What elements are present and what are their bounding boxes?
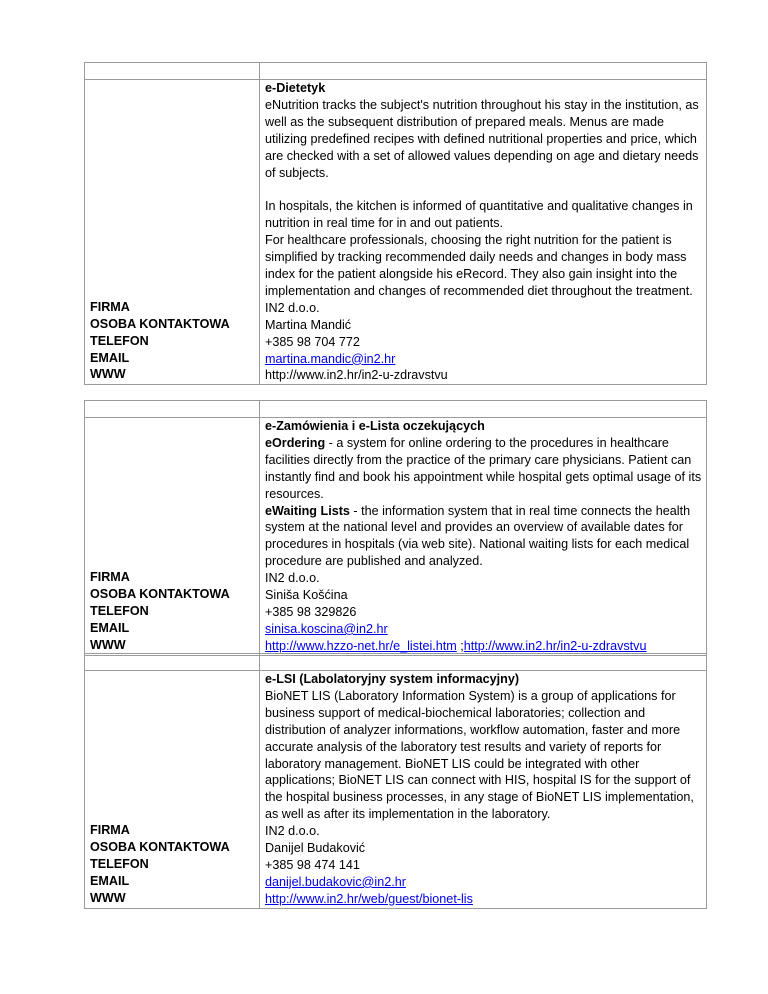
labels-cell [85, 671, 260, 909]
label-www: WWW [90, 890, 126, 905]
www-link[interactable]: http://www.in2.hr/web/guest/bionet-lis [265, 891, 473, 906]
labels-cell [85, 418, 260, 656]
label-email: EMAIL [90, 350, 130, 365]
label-osoba: OSOBA KONTAKTOWA [90, 587, 230, 602]
entry-table-dietetyk [84, 62, 707, 385]
description-paragraph: In hospitals, the kitchen is informed of quantitative and qualitative changes in nutrition in real time for in and out patients. [265, 199, 693, 231]
description-paragraph: eWaiting Lists - the information system that in real time connects the health system at the national level and provides an overview of available dates for procedures in hospitals (via web site). National waiting lists for each medical procedure are published and analyzed. [265, 503, 691, 569]
description-paragraph: eNutrition tracks the subject's nutrition throughout his stay in the institution, as well as the subsequent distribution of prepared meals. Menus are made utilizing predefined recipes with defined nutritional properties and price, which are checked with a set of allowed values depending on age and dietary needs of subjects. [265, 97, 699, 180]
company-value: IN2 d.o.o. [265, 824, 320, 839]
contact-values [265, 823, 702, 907]
entry-title: e-LSI (Labolatoryjny system informacyjny) [265, 672, 520, 686]
label-firma: FIRMA [90, 823, 130, 838]
phone-value: +385 98 329826 [265, 604, 357, 619]
contact-person-value: Martina Mandić [265, 317, 352, 332]
entry-title: e-Zamówienia i e-Lista oczekujących [265, 419, 485, 433]
contact-values [265, 300, 702, 384]
label-firma: FIRMA [90, 570, 130, 585]
label-www: WWW [90, 367, 126, 382]
email-link[interactable]: sinisa.koscina@in2.hr [265, 621, 388, 636]
company-value: IN2 d.o.o. [265, 300, 320, 315]
contact-person-value: Siniša Košćina [265, 588, 348, 603]
labels-cell [85, 80, 260, 385]
email-link[interactable]: danijel.budakovic@in2.hr [265, 874, 406, 889]
label-telefon: TELEFON [90, 603, 149, 618]
label-osoba: OSOBA KONTAKTOWA [90, 840, 230, 855]
contact-person-value: Danijel Budaković [265, 841, 366, 856]
entry-table-lsi [84, 653, 707, 909]
description-paragraph: eOrdering - a system for online ordering to the procedures in healthcare facilities directly from the practice of the primary care physicians. Patient can instantly find and book his appointment while hospital gets optimal usage of its resources. [265, 435, 702, 501]
header-value-cell [260, 63, 707, 80]
company-value: IN2 d.o.o. [265, 571, 320, 586]
entry-title: e-Dietetyk [265, 81, 326, 95]
label-email: EMAIL [90, 873, 130, 888]
header-label-cell [85, 401, 260, 418]
www-value: http://www.in2.hr/in2-u-zdravstvu [265, 368, 448, 383]
phone-value: +385 98 704 772 [265, 334, 360, 349]
content-cell [260, 80, 707, 385]
header-label-cell [85, 654, 260, 671]
www-link[interactable]: http://www.hzzo-net.hr/e_listei.htm [265, 638, 457, 653]
label-telefon: TELEFON [90, 333, 149, 348]
contact-labels [85, 299, 230, 384]
header-label-cell [85, 63, 260, 80]
label-www: WWW [90, 637, 126, 652]
label-osoba: OSOBA KONTAKTOWA [90, 316, 230, 331]
email-link[interactable]: martina.mandic@in2.hr [265, 351, 396, 366]
contact-labels [85, 822, 230, 907]
header-value-cell [260, 401, 707, 418]
content-cell [260, 418, 707, 656]
content-cell [260, 671, 707, 909]
entry-table-zamowienia [84, 400, 707, 656]
description-paragraph: For healthcare professionals, choosing the right nutrition for the patient is simplified by tracking recommended daily needs and changes in body mass index for the patient alongside his eRecord. They also gain insight into the implementation and changes of recommended diet throughout the treatment. [265, 233, 693, 298]
header-value-cell [260, 654, 707, 671]
contact-values: IN2 d.o.o. Siniša Košćina +385 98 329826 sinisa.koscina@in2.hr http://www.hzzo-net.hr/e_listei.htm ;http://www.in2.hr/in2-u-zdravstvu [265, 570, 702, 654]
www-link[interactable]: http://www.in2.hr/in2-u-zdravstvu [463, 638, 647, 653]
label-telefon: TELEFON [90, 856, 149, 871]
term-eordering: eOrdering [265, 435, 326, 450]
label-firma: FIRMA [90, 299, 130, 314]
contact-labels [85, 569, 230, 654]
phone-value: +385 98 474 141 [265, 857, 360, 872]
label-email: EMAIL [90, 620, 130, 635]
description-paragraph: BioNET LIS (Laboratory Information System) is a group of applications for business support of medical-biochemical laboratories; collection and distribution of analyzer informations, workflow automation, faster and more accurate analysis of the laboratory test results and variety of reports for laboratory management. BioNET LIS could be integrated with other applications; BioNET LIS can connect with HIS, hospital IS for the support of the hospital business processes, in any stage of BioNET LIS implementation, as well as after its implementation in the laboratory. [265, 688, 694, 822]
term-ewaiting-lists: eWaiting Lists [265, 503, 350, 518]
